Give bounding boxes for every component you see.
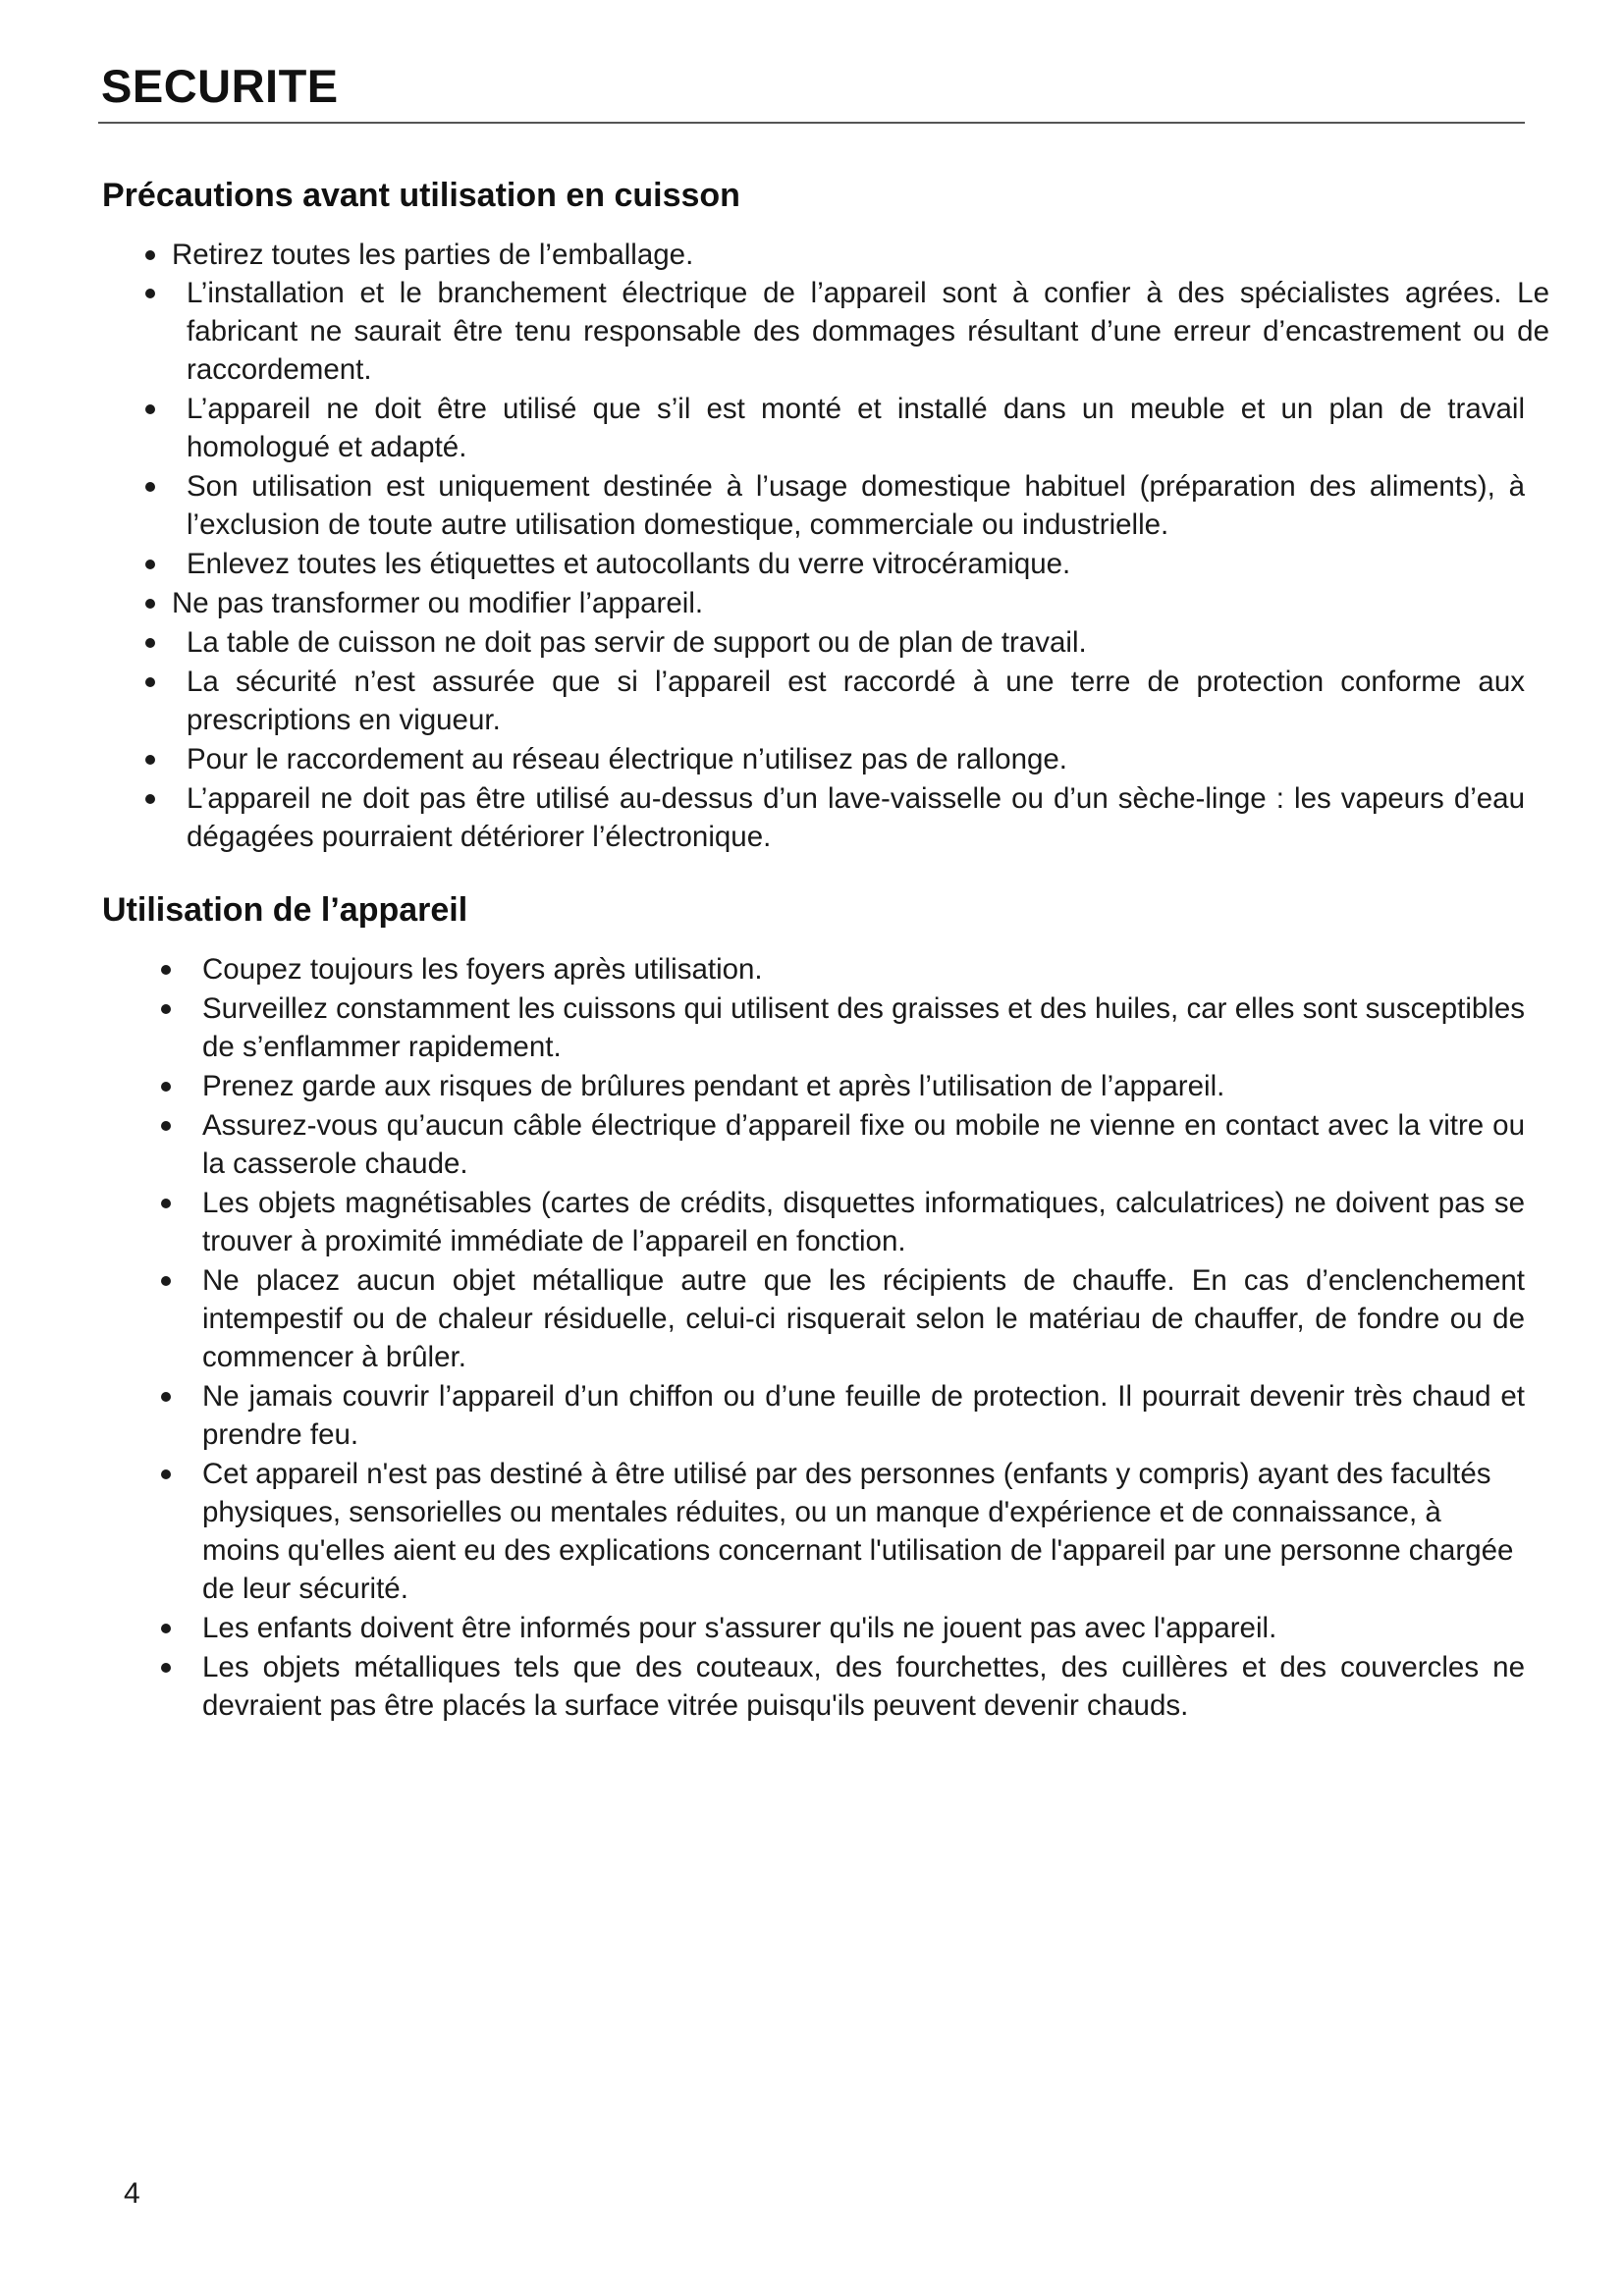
list-item: Assurez-vous qu’aucun câble électrique d’appareil fixe ou mobile ne vienne en contact avec la vitre ou la casserole chaude. — [202, 1106, 1525, 1183]
bullet-icon — [145, 677, 155, 687]
bullet-icon — [161, 965, 171, 975]
list-item: Retirez toutes les parties de l’emballage. — [172, 236, 1525, 274]
list-item: L’appareil ne doit être utilisé que s’il est monté et installé dans un meuble et un plan de travail homologué et adapté. — [187, 390, 1525, 466]
list-item: Ne jamais couvrir l’appareil d’un chiffon ou d’une feuille de protection. Il pourrait devenir très chaud et prendre feu. — [202, 1377, 1525, 1454]
bullet-icon — [161, 1663, 171, 1673]
list-item: Enlevez toutes les étiquettes et autocollants du verre vitrocéramique. — [187, 545, 1525, 583]
bullet-icon — [145, 250, 155, 260]
bullet-icon — [161, 1469, 171, 1479]
bullet-icon — [145, 599, 155, 609]
bullet-icon — [145, 482, 155, 492]
list-item: Ne pas transformer ou modifier l’appareil. — [172, 584, 1525, 622]
page-title: SECURITE — [101, 60, 339, 112]
list-item: Coupez toujours les foyers après utilisation. — [202, 950, 1525, 988]
bullet-icon — [145, 404, 155, 414]
list-item: Les objets magnétisables (cartes de crédits, disquettes informatiques, calculatrices) ne doivent pas se trouver à proximité immédiate de l’appareil en fonction. — [202, 1184, 1525, 1260]
list-item: Cet appareil n'est pas destiné à être utilisé par des personnes (enfants y compris) ayant des facultés physiques, sensorielles ou mentales réduites, ou un manque d'expérience et de connaissance, à moins qu'elles aient eu des explications concernant l'utilisation de l'appareil par une personne chargée de leur sécurité. — [202, 1455, 1525, 1608]
bullet-icon — [161, 1121, 171, 1131]
section-heading-precautions: Précautions avant utilisation en cuisson — [102, 177, 740, 214]
list-item: Surveillez constamment les cuissons qui utilisent des graisses et des huiles, car elles sont susceptibles de s’enflammer rapidement. — [202, 989, 1525, 1066]
list-item: Ne placez aucun objet métallique autre que les récipients de chauffe. En cas d’enclenchement intempestif ou de chaleur résiduelle, celui-ci risquerait selon le matériau de chauffer, de fondre ou de commencer à brûler. — [202, 1261, 1525, 1376]
bullet-icon — [145, 755, 155, 765]
bullet-icon — [161, 1624, 171, 1633]
title-divider — [98, 122, 1525, 124]
list-item: Son utilisation est uniquement destinée à l’usage domestique habituel (préparation des aliments), à l’exclusion de toute autre utilisation domestique, commerciale ou industrielle. — [187, 467, 1525, 544]
list-item: Prenez garde aux risques de brûlures pendant et après l’utilisation de l’appareil. — [202, 1067, 1525, 1105]
bullet-icon — [145, 794, 155, 804]
bullet-icon — [161, 1199, 171, 1208]
list-item: La table de cuisson ne doit pas servir de support ou de plan de travail. — [187, 623, 1525, 662]
precautions-list — [172, 236, 1549, 856]
list-item: L’installation et le branchement électrique de l’appareil sont à confier à des spécialistes agrées. Le fabricant ne saurait être tenu responsable des dommages résultant d’une erreur d’encastrement ou de raccordement. — [187, 274, 1549, 389]
bullet-icon — [145, 560, 155, 569]
list-item: La sécurité n’est assurée que si l’appareil est raccordé à une terre de protection conforme aux prescriptions en vigueur. — [187, 663, 1525, 739]
list-item: L’appareil ne doit pas être utilisé au-dessus d’un lave-vaisselle ou d’un sèche-linge : les vapeurs d’eau dégagées pourraient détériorer l’électronique. — [187, 779, 1525, 856]
bullet-icon — [161, 1392, 171, 1402]
page-number: 4 — [124, 2177, 140, 2210]
list-item: Les enfants doivent être informés pour s'assurer qu'ils ne jouent pas avec l'appareil. — [202, 1609, 1525, 1647]
bullet-icon — [145, 289, 155, 298]
bullet-icon — [161, 1082, 171, 1092]
bullet-icon — [161, 1276, 171, 1286]
utilisation-list — [202, 950, 1525, 1725]
section-heading-utilisation: Utilisation de l’appareil — [102, 891, 468, 929]
list-item: Pour le raccordement au réseau électrique n’utilisez pas de rallonge. — [187, 740, 1525, 778]
list-item: Les objets métalliques tels que des couteaux, des fourchettes, des cuillères et des couvercles ne devraient pas être placés la surface vitrée puisqu'ils peuvent devenir chauds. — [202, 1648, 1525, 1725]
bullet-icon — [145, 638, 155, 648]
bullet-icon — [161, 1004, 171, 1014]
